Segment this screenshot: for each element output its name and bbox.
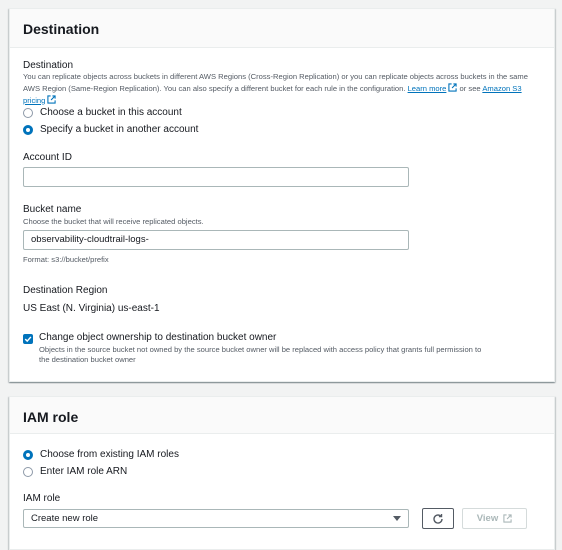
- destination-description: [23, 72, 543, 106]
- bucket-name-description: Choose the bucket that will receive replicated objects.: [23, 217, 204, 226]
- destination-header: Destination: [10, 9, 554, 48]
- pricing-link[interactable]: Amazon S3 pricing: [23, 83, 522, 105]
- ownership-description-1: Objects in the source bucket not owned by the source bucket owner will be replaced with access policy that grants full permission to: [39, 345, 482, 354]
- radio-another-account[interactable]: [23, 124, 198, 135]
- destination-region-label: Destination Region: [23, 285, 108, 296]
- caret-down-icon: [393, 516, 401, 521]
- radio-circle[interactable]: [23, 467, 33, 477]
- iam-role-panel: [9, 396, 555, 550]
- ownership-description-2: the destination bucket owner: [39, 355, 136, 364]
- radio-role-arn[interactable]: [23, 466, 127, 477]
- bucket-format-hint: Format: s3://bucket/prefix: [23, 255, 109, 264]
- radio-label: Enter IAM role ARN: [40, 466, 128, 477]
- bucket-name-input[interactable]: observability-cloudtrail-logs-: [23, 230, 409, 250]
- learn-more-link[interactable]: Learn more: [407, 83, 447, 93]
- radio-circle[interactable]: [23, 108, 33, 118]
- iam-role-label: IAM role: [23, 493, 61, 504]
- radio-circle-selected[interactable]: [23, 125, 33, 135]
- external-link-icon: [503, 514, 512, 523]
- external-link-icon: [47, 95, 56, 104]
- radio-label: Choose from existing IAM roles: [40, 449, 179, 460]
- bucket-name-label: Bucket name: [23, 204, 82, 215]
- view-label: View: [476, 513, 499, 524]
- iam-role-select[interactable]: [23, 509, 409, 528]
- ownership-label: Change object ownership to destination bucket owner: [39, 332, 277, 343]
- destination-description-text: You can replicate objects across buckets in different AWS Regions (Cross-Region Replication) or you can replicate objects across buckets in the same AWS Region (Same-Region Replication). You can also specify a different bucket for each rule in the configuration.: [23, 72, 528, 93]
- radio-this-account[interactable]: [23, 107, 182, 118]
- radio-label: Specify a bucket in another account: [40, 124, 199, 135]
- check-icon: [24, 335, 32, 343]
- external-link-icon: [448, 83, 457, 92]
- refresh-icon: [432, 513, 444, 525]
- destination-region-value: US East (N. Virginia) us-east-1: [23, 303, 160, 314]
- destination-field-label: Destination: [23, 60, 74, 71]
- radio-label: Choose a bucket in this account: [40, 107, 182, 118]
- or-see-text: or see: [459, 83, 481, 93]
- iam-role-value: Create new role: [31, 513, 99, 524]
- radio-existing-roles[interactable]: [23, 449, 179, 460]
- view-button[interactable]: [462, 508, 527, 529]
- account-id-label: Account ID: [23, 152, 72, 163]
- destination-panel: [9, 8, 555, 382]
- account-id-input[interactable]: [23, 167, 409, 187]
- iam-role-header: IAM role: [10, 397, 554, 434]
- radio-circle-selected[interactable]: [23, 450, 33, 460]
- refresh-button[interactable]: [422, 508, 454, 529]
- ownership-checkbox[interactable]: [23, 334, 33, 344]
